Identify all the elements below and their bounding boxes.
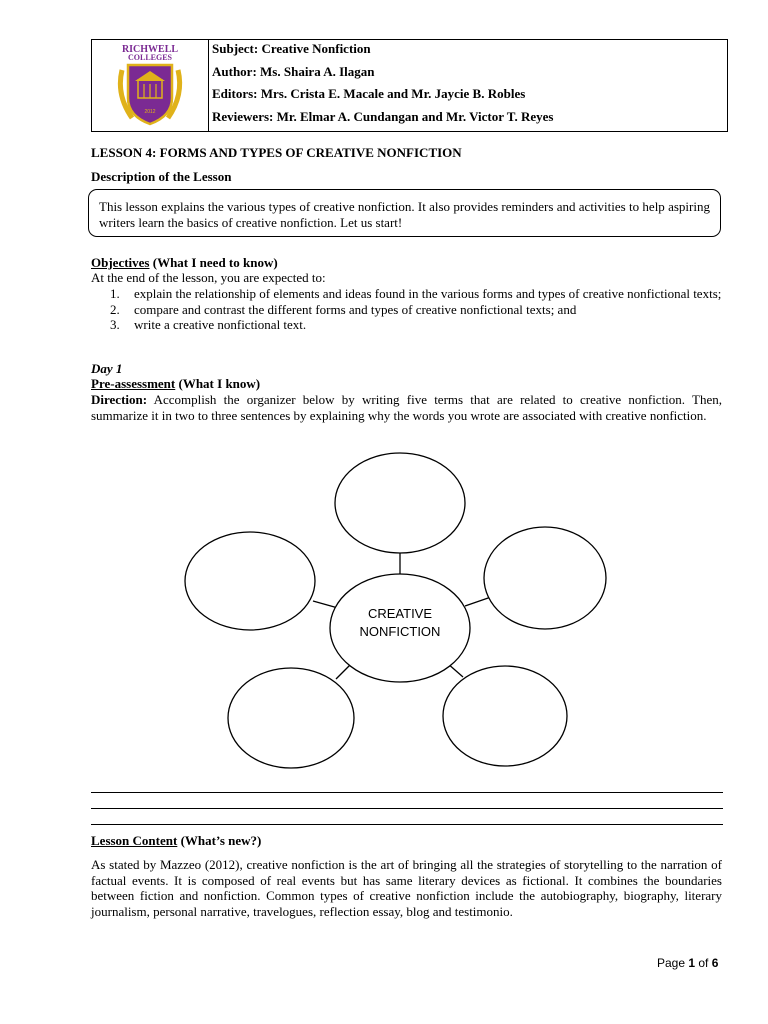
term-bubble-right[interactable] — [484, 527, 606, 629]
lesson-content-heading-label: Lesson Content — [91, 833, 178, 848]
objectives-heading-label: Objectives — [91, 255, 150, 270]
lesson-content-heading — [91, 833, 261, 849]
connector-left — [313, 601, 338, 608]
answer-line[interactable] — [91, 792, 723, 793]
lesson-content-heading-suffix: (What’s new?) — [177, 833, 262, 848]
preassessment-heading-label: Pre-assessment — [91, 376, 176, 391]
description-text: This lesson explains the various types of creative nonfiction. It also provides reminders and activities to help aspiring writers learn the basics of creative nonfiction. Let us start! — [99, 199, 710, 230]
center-label-line2: NONFICTION — [359, 624, 441, 639]
objective-text: write a creative nonfictional text. — [134, 317, 307, 332]
answer-line[interactable] — [91, 824, 723, 825]
direction-text: Accomplish the organizer below by writing five terms that are related to creative nonfiction. Then, summarize it in two to three sentences by explaining why the words you wrote are associated with creative nonfiction. — [91, 392, 722, 423]
lesson-content-body: As stated by Mazzeo (2012), creative nonfiction is the art of bringing all the strategies of storytelling to the narration of factual events. It is composed of real events but has same literary devices as fictional. It combines the boundaries between fiction and nonfiction. Common types of creative nonfiction include the autobiography, biography, literary journalism, personal narrative, travelogues, reflection essay, blog and testimonio. — [91, 857, 722, 919]
objective-number: 3. — [110, 317, 120, 332]
answer-line[interactable] — [91, 808, 723, 809]
objectives-intro: At the end of the lesson, you are expected to: — [91, 270, 326, 285]
logo-subname: COLLEGES — [127, 53, 173, 62]
objective-text: compare and contrast the different forms and types of creative nonfictional texts; and — [134, 301, 577, 317]
header-reviewers: Reviewers: Mr. Elmar A. Cundangan and Mr. Victor T. Reyes — [212, 109, 554, 124]
term-bubble-top[interactable] — [335, 453, 465, 553]
header-author: Author: Ms. Shaira A. Ilagan — [212, 64, 375, 79]
page-label: Page — [657, 956, 689, 970]
term-bubble-bottom-right[interactable] — [443, 666, 567, 766]
center-label-line1: CREATIVE — [367, 606, 433, 621]
objective-text: explain the relationship of elements and ideas found in the various forms and types of creative nonfictional texts; — [134, 286, 722, 301]
objective-number: 1. — [110, 286, 120, 301]
objectives-heading-suffix: (What I need to know) — [149, 255, 278, 270]
description-heading: Description of the Lesson — [91, 169, 232, 184]
preassessment-heading-suffix: (What I know) — [175, 376, 261, 391]
page-of-label: of — [695, 956, 712, 970]
term-bubble-bottom-left[interactable] — [228, 668, 354, 768]
connector-right — [465, 597, 491, 606]
objective-number: 2. — [110, 301, 120, 317]
day-label: Day 1 — [91, 361, 123, 376]
lesson-title: LESSON 4: FORMS AND TYPES OF CREATIVE NONFICTION — [91, 145, 462, 160]
header-subject: Subject: Creative Nonfiction — [212, 41, 371, 56]
page-total: 6 — [711, 956, 719, 970]
term-bubble-left[interactable] — [185, 532, 315, 630]
page-number — [657, 956, 718, 970]
logo-year: 2012 — [144, 109, 156, 115]
direction-label: Direction: — [91, 392, 148, 407]
header-editors: Editors: Mrs. Crista E. Macale and Mr. Jaycie B. Robles — [212, 86, 526, 101]
logo-name: RICHWELL — [121, 44, 179, 55]
page-current: 1 — [688, 956, 696, 970]
